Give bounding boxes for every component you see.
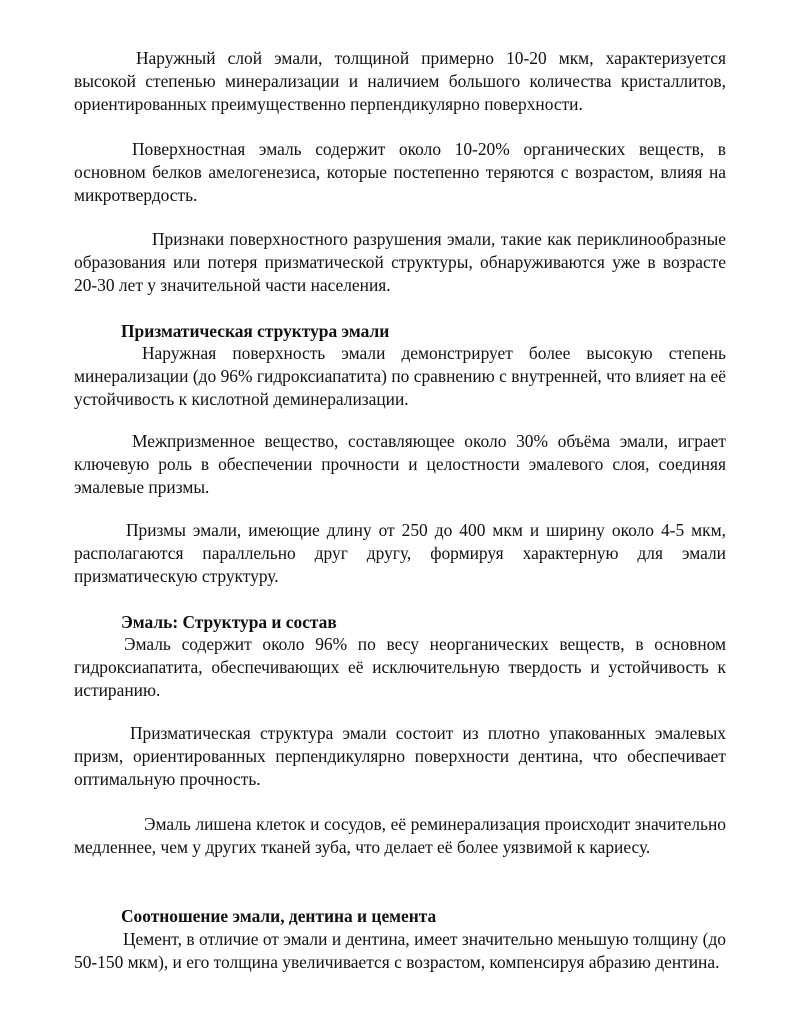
paragraph-cement-thickness: Цемент, в отличие от эмали и дентина, имеет значительно меньшую толщину (до 50-150 мкм), и его толщина увеличивается с возрастом, компенсируя абразию дентина. xyxy=(74,929,726,972)
heading-prismatic-structure: Призматическая структура эмали xyxy=(121,321,390,341)
paragraph-enamel-remineralization: Эмаль лишена клеток и сосудов, её реминерализация происходит значительно медленнее, чем у других тканей зуба, что делает её более уязвимой к кариесу. xyxy=(74,814,726,857)
heading-enamel-structure-composition: Эмаль: Структура и состав xyxy=(121,612,337,632)
paragraph-surface-enamel-organics: Поверхностная эмаль содержит около 10-20% органических веществ, в основном белков амелогенезиса, которые постепенно теряются с возрастом, влияя на микротвердость. xyxy=(74,139,726,205)
paragraph-enamel-prisms-size: Призмы эмали, имеющие длину от 250 до 400 мкм и ширину около 4-5 мкм, располагаются параллельно друг другу, формируя характерную для эмали призматическую структуру. xyxy=(74,520,726,586)
paragraph-surface-destruction-signs: Признаки поверхностного разрушения эмали, такие как периклинообразные образования или потеря призматической структуры, обнаруживаются уже в возрасте 20-30 лет у значительной части населения. xyxy=(74,229,726,295)
paragraph-interprismatic-substance: Межпризменное вещество, составляющее около 30% объёма эмали, играет ключевую роль в обеспечении прочности и целостности эмалевого слоя, соединяя эмалевые призмы. xyxy=(74,431,726,497)
paragraph-outer-enamel-layer: Наружный слой эмали, толщиной примерно 10-20 мкм, характеризуется высокой степенью минерализации и наличием большого количества кристаллитов, ориентированных преимущественно перпендикулярно поверхности. xyxy=(74,48,726,114)
paragraph-enamel-inorganic-content: Эмаль содержит около 96% по весу неорганических веществ, в основном гидроксиапатита, обеспечивающих её исключительную твердость и устойчивость к истиранию. xyxy=(74,634,726,700)
paragraph-outer-surface-mineralization: Наружная поверхность эмали демонстрирует более высокую степень минерализации (до 96% гидроксиапатита) по сравнению с внутренней, что влияет на её устойчивость к кислотной деминерализации. xyxy=(74,343,726,409)
paragraph-prismatic-structure-packing: Призматическая структура эмали состоит из плотно упакованных эмалевых призм, ориентированных перпендикулярно поверхности дентина, что обеспечивает оптимальную прочность. xyxy=(74,723,726,789)
heading-enamel-dentin-cement-ratio: Соотношение эмали, дентина и цемента xyxy=(121,906,437,926)
